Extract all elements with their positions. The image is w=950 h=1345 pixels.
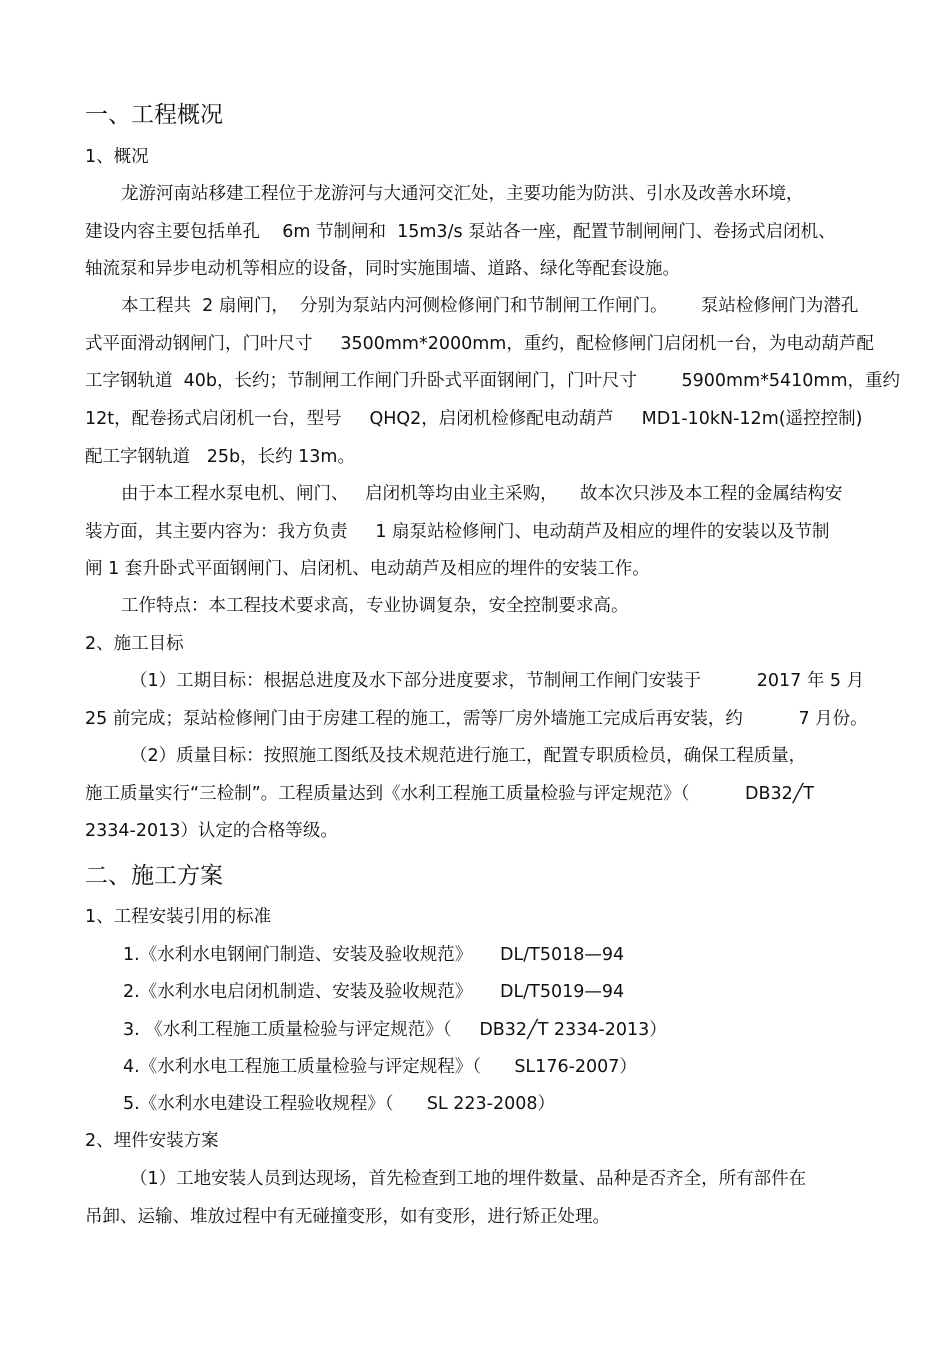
paragraph-line: 由于本工程水泵电机、闸门、 启闭机等均由业主采购， 故本次只涉及本工程的金属结构安	[121, 484, 843, 504]
standard-item: 3. 《水利工程施工质量检验与评定规范》（ DB32╱T 2334-2013）	[123, 1020, 667, 1040]
paragraph-line: （2）质量目标：按照施工图纸及技术规范进行施工，配置专职质检员，确保工程质量，	[130, 746, 807, 766]
paragraph-line: 工字钢轨道 40b，长约；节制闸工作闸门升卧式平面钢闸门，门叶尺寸 5900mm*5410mm，重约	[85, 371, 901, 391]
paragraph-line: 施工质量实行“三检制”。工程质量达到《水利工程施工质量检验与评定规范》（ DB32╱T	[85, 784, 814, 804]
subsection-title-embedded-parts: 2、埋件安装方案	[85, 1131, 219, 1151]
standard-item: 4.《水利水电工程施工质量检验与评定规程》（ SL176-2007）	[123, 1057, 637, 1077]
paragraph-line: 配工字钢轨道 25b，长约 13m。	[85, 447, 355, 467]
paragraph-line: 工作特点：本工程技术要求高，专业协调复杂，安全控制要求高。	[121, 596, 629, 616]
paragraph-line: （1）工期目标：根据总进度及水下部分进度要求，节制闸工作闸门安装于 2017 年 5 月	[130, 671, 865, 691]
section-title-plan: 二、施工方案	[85, 863, 223, 889]
paragraph-line: 2334-2013）认定的合格等级。	[85, 821, 338, 841]
paragraph-line: 12t，配卷扬式启闭机一台，型号 QHQ2，启闭机检修配电动葫芦 MD1-10kN-12m(遥控控制)	[85, 409, 863, 429]
paragraph-line: 闸 1 套升卧式平面钢闸门、启闭机、电动葫芦及相应的埋件的安装工作。	[85, 559, 650, 579]
paragraph-line: （1）工地安装人员到达现场，首先检查到工地的埋件数量、品种是否齐全，所有部件在	[130, 1169, 807, 1189]
paragraph-line: 装方面，其主要内容为：我方负责 1 扇泵站检修闸门、电动葫芦及相应的埋件的安装以及节制	[85, 522, 830, 542]
subsection-title-summary: 1、概况	[85, 147, 149, 167]
subsection-title-standards: 1、工程安装引用的标准	[85, 907, 272, 927]
paragraph-line: 龙游河南站移建工程位于龙游河与大通河交汇处，主要功能为防洪、引水及改善水环境，	[121, 184, 804, 204]
paragraph-line: 25 前完成；泵站检修闸门由于房建工程的施工，需等厂房外墙施工完成后再安装，约 7 月份。	[85, 709, 868, 729]
standard-item: 1.《水利水电钢闸门制造、安装及验收规范》 DL/T5018—94	[123, 945, 625, 965]
paragraph-line: 吊卸、运输、堆放过程中有无碰撞变形，如有变形，进行矫正处理。	[85, 1207, 610, 1227]
subsection-title-goals: 2、施工目标	[85, 634, 184, 654]
standard-item: 2.《水利水电启闭机制造、安装及验收规范》 DL/T5019—94	[123, 982, 625, 1002]
paragraph-line: 轴流泵和异步电动机等相应的设备，同时实施围墙、道路、绿化等配套设施。	[85, 259, 680, 279]
paragraph-line: 式平面滑动钢闸门，门叶尺寸 3500mm*2000mm，重约，配检修闸门启闭机一台，为电动葫芦配	[85, 334, 874, 354]
paragraph-line: 建设内容主要包括单孔 6m 节制闸和 15m3/s 泵站各一座，配置节制闸闸门、卷扬式启闭机、	[85, 222, 836, 242]
standard-item: 5.《水利水电建设工程验收规程》（ SL 223-2008）	[123, 1094, 555, 1114]
section-title-overview: 一、工程概况	[85, 102, 223, 128]
paragraph-line: 本工程共 2 扇闸门， 分别为泵站内河侧检修闸门和节制闸工作闸门。 泵站检修闸门为潜孔	[121, 296, 859, 316]
